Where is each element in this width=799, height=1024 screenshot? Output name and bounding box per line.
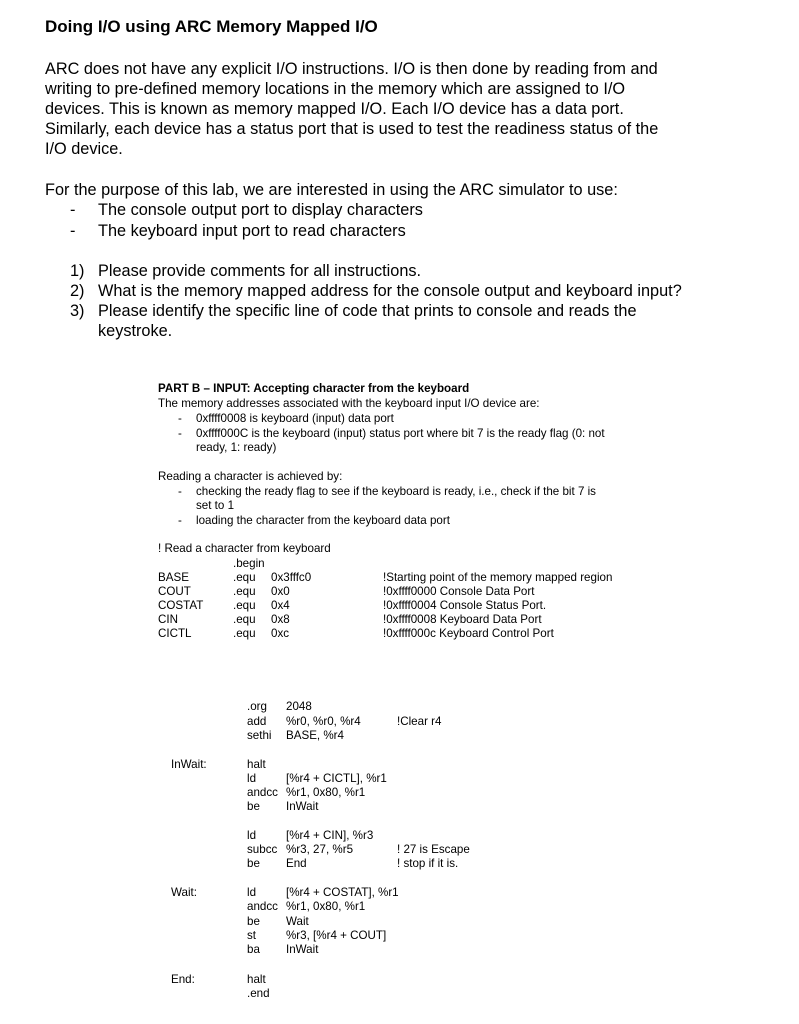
- dash-icon: -: [178, 514, 182, 527]
- page-title: Doing I/O using ARC Memory Mapped I/O: [45, 17, 378, 36]
- code-arg: %r3, [%r4 + COUT]: [286, 929, 387, 942]
- code-op: halt: [247, 758, 266, 771]
- code-op: ld: [247, 829, 257, 842]
- addr-item-cont: ready, 1: ready): [196, 441, 277, 454]
- code-begin: .begin: [233, 557, 265, 570]
- equ-name: COSTAT: [158, 599, 204, 612]
- reading-item: loading the character from the keyboard data port: [196, 514, 450, 527]
- equ-comment: !0xffff0000 Console Data Port: [383, 585, 535, 598]
- equ-op: .equ: [233, 627, 256, 640]
- dash-icon: -: [178, 412, 182, 425]
- code-op: ba: [247, 943, 260, 956]
- equ-name: CIN: [158, 613, 178, 626]
- equ-op: .equ: [233, 571, 256, 584]
- code-arg: Wait: [286, 915, 309, 928]
- question-number: 2): [70, 282, 85, 300]
- question-text: keystroke.: [98, 322, 173, 340]
- addr-item: 0xffff0008 is keyboard (input) data port: [196, 412, 394, 425]
- code-op: st: [247, 929, 257, 942]
- equ-name: BASE: [158, 571, 189, 584]
- code-arg: [%r4 + CIN], %r3: [286, 829, 374, 842]
- bullet-dash-icon: -: [70, 222, 76, 240]
- equ-comment: !0xffff0008 Keyboard Data Port: [383, 613, 542, 626]
- purpose-text: For the purpose of this lab, we are interested in using the ARC simulator to use:: [45, 181, 618, 199]
- code-arg: %r3, 27, %r5: [286, 843, 354, 856]
- code-op: ld: [247, 886, 257, 899]
- code-op: halt: [247, 973, 266, 986]
- code-label: Wait:: [171, 886, 197, 899]
- code-op: be: [247, 857, 260, 870]
- code-op: be: [247, 915, 260, 928]
- code-op: subcc: [247, 843, 278, 856]
- reading-item-cont: set to 1: [196, 499, 235, 512]
- code-op: .end: [247, 987, 270, 1000]
- code-op: add: [247, 715, 267, 728]
- intro-line-2: writing to pre-defined memory locations in the memory which are assigned to I/O: [45, 80, 626, 98]
- partb-intro: The memory addresses associated with the keyboard input I/O device are:: [158, 397, 540, 410]
- bullet-item: The keyboard input port to read characters: [98, 222, 406, 240]
- code-arg: %r1, 0x80, %r1: [286, 900, 366, 913]
- code-arg: InWait: [286, 943, 319, 956]
- equ-comment: !Starting point of the memory mapped region: [383, 571, 613, 584]
- equ-op: .equ: [233, 585, 256, 598]
- equ-name: COUT: [158, 585, 191, 598]
- addr-item: 0xffff000C is the keyboard (input) status port where bit 7 is the ready flag (0: not: [196, 427, 605, 440]
- equ-value: 0x0: [271, 585, 290, 598]
- code-op: sethi: [247, 729, 272, 742]
- dash-icon: -: [178, 427, 182, 440]
- equ-name: CICTL: [158, 627, 192, 640]
- code-arg: [%r4 + CICTL], %r1: [286, 772, 387, 785]
- code-op: ld: [247, 772, 257, 785]
- code-op: andcc: [247, 786, 278, 799]
- equ-comment: !0xffff000c Keyboard Control Port: [383, 627, 554, 640]
- bullet-item: The console output port to display characters: [98, 201, 423, 219]
- code-arg: End: [286, 857, 307, 870]
- equ-value: 0x4: [271, 599, 290, 612]
- question-text: What is the memory mapped address for the console output and keyboard input?: [98, 282, 682, 300]
- code-comment: ! Read a character from keyboard: [158, 542, 331, 555]
- reading-intro: Reading a character is achieved by:: [158, 470, 343, 483]
- equ-op: .equ: [233, 599, 256, 612]
- code-label: InWait:: [171, 758, 207, 771]
- code-arg: BASE, %r4: [286, 729, 344, 742]
- equ-comment: !0xffff0004 Console Status Port.: [383, 599, 547, 612]
- intro-line-4: Similarly, each device has a status port that is used to test the readiness status of the: [45, 120, 659, 138]
- equ-value: 0x8: [271, 613, 290, 626]
- code-label: End:: [171, 973, 195, 986]
- code-comment: ! stop if it is.: [397, 857, 459, 870]
- question-number: 1): [70, 262, 85, 280]
- equ-value: 0xc: [271, 627, 290, 640]
- code-comment: ! 27 is Escape: [397, 843, 470, 856]
- code-arg: [%r4 + COSTAT], %r1: [286, 886, 399, 899]
- question-number: 3): [70, 302, 85, 320]
- dash-icon: -: [178, 485, 182, 498]
- intro-line-3: devices. This is known as memory mapped I/O. Each I/O device has a data port.: [45, 100, 624, 118]
- reading-item: checking the ready flag to see if the keyboard is ready, i.e., check if the bit 7 is: [196, 485, 596, 498]
- question-text: Please identify the specific line of code that prints to console and reads the: [98, 302, 637, 320]
- intro-line-1: ARC does not have any explicit I/O instructions. I/O is then done by reading from and: [45, 60, 658, 78]
- code-arg: %r0, %r0, %r4: [286, 715, 361, 728]
- code-arg: InWait: [286, 800, 319, 813]
- partb-heading: PART B – INPUT: Accepting character from the keyboard: [158, 382, 470, 395]
- intro-line-5: I/O device.: [45, 140, 123, 158]
- equ-value: 0x3fffc0: [271, 571, 312, 584]
- code-comment: !Clear r4: [397, 715, 442, 728]
- code-arg: %r1, 0x80, %r1: [286, 786, 366, 799]
- equ-op: .equ: [233, 613, 256, 626]
- code-arg: 2048: [286, 700, 312, 713]
- question-text: Please provide comments for all instructions.: [98, 262, 422, 280]
- code-op: .org: [247, 700, 267, 713]
- code-op: be: [247, 800, 260, 813]
- bullet-dash-icon: -: [70, 201, 76, 219]
- code-op: andcc: [247, 900, 278, 913]
